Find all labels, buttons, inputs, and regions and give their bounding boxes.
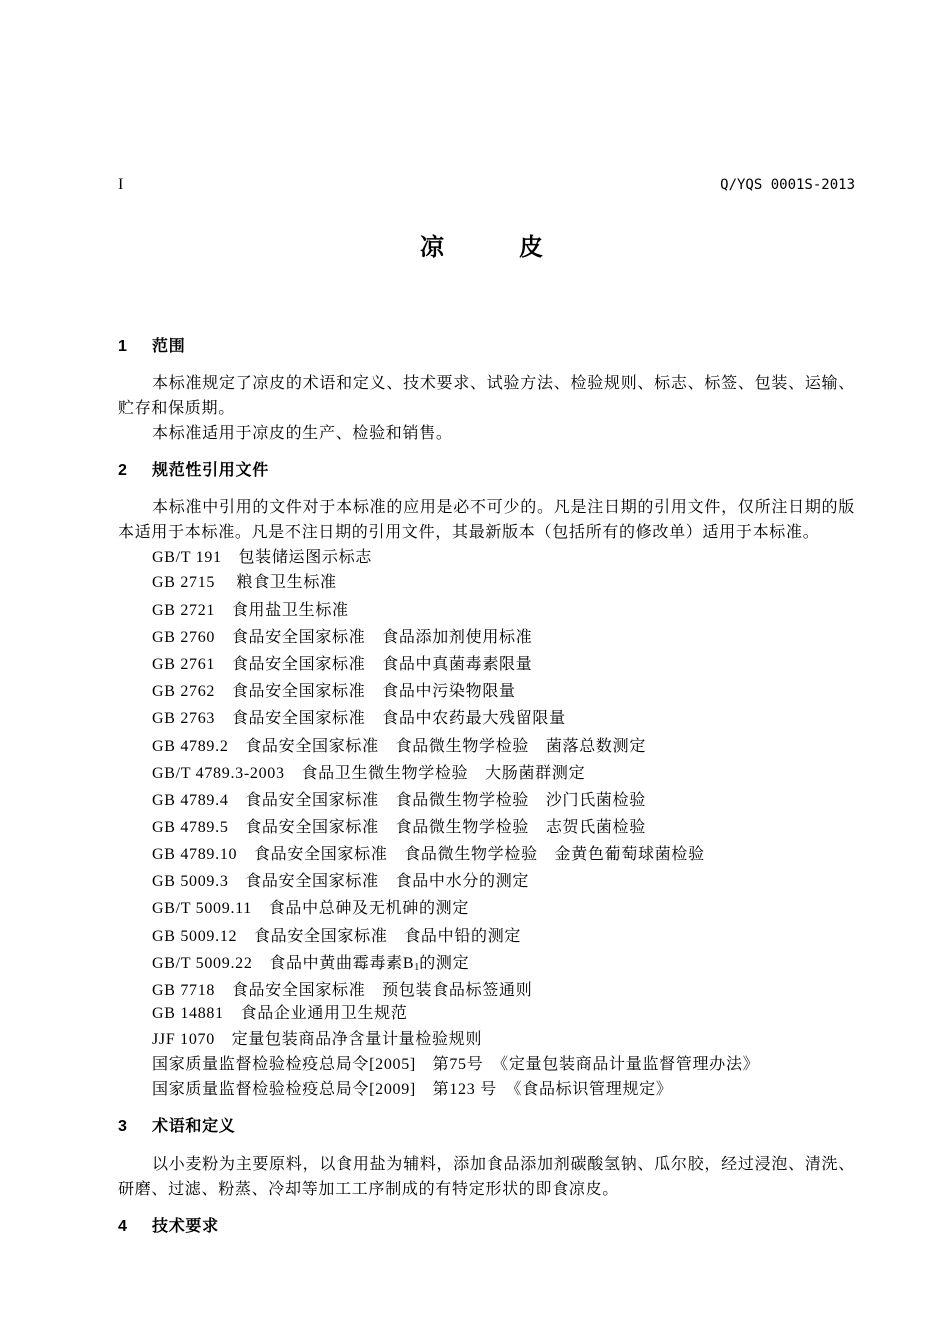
section-2-heading: 规范性引用文件 <box>152 462 269 479</box>
references-paragraph-line: 本标准中引用的文件对于本标准的应用是必不可少的。凡是注日期的引用文件，仅所注日期的版 <box>152 499 855 516</box>
scope-paragraph-line: 贮存和保质期。 <box>118 400 235 417</box>
reference-item: GB 2721 食用盐卫生标准 <box>152 602 349 619</box>
reference-item: GB 4789.5 食品安全国家标准 食品微生物学检验 志贺氏菌检验 <box>152 819 647 836</box>
document-title: 凉 皮 <box>420 234 552 261</box>
reference-text: 的测定 <box>419 955 470 972</box>
reference-item: GB 14881 食品企业通用卫生规范 <box>152 1005 408 1022</box>
standard-code: Q/YQS 0001S-2013 <box>720 177 855 193</box>
scope-paragraph-line: 本标准规定了凉皮的术语和定义、技术要求、试验方法、检验规则、标志、标签、包装、运输、 <box>152 375 855 392</box>
reference-item: GB 2715 粮食卫生标准 <box>152 574 337 591</box>
section-1-number: 1 <box>118 338 127 355</box>
reference-item: GB 4789.2 食品安全国家标准 食品微生物学检验 菌落总数测定 <box>152 738 647 755</box>
definition-paragraph-line: 以小麦粉为主要原料，以食用盐为辅料，添加食品添加剂碳酸氢钠、瓜尔胶，经过浸泡、清洗、 <box>152 1156 855 1173</box>
reference-item: GB 2762 食品安全国家标准 食品中污染物限量 <box>152 683 516 700</box>
reference-item: GB 2761 食品安全国家标准 食品中真菌毒素限量 <box>152 656 533 673</box>
reference-text: GB/T 5009.22 食品中黄曲霉毒素B <box>152 955 415 972</box>
reference-item: GB 4789.10 食品安全国家标准 食品微生物学检验 金黄色葡萄球菌检验 <box>152 846 705 863</box>
reference-item: GB/T 191 包装储运图示标志 <box>152 549 373 566</box>
section-3-number: 3 <box>118 1118 127 1135</box>
reference-item: 国家质量监督检验检疫总局令[2009] 第123 号 《食品标识管理规定》 <box>152 1081 673 1098</box>
section-3-heading: 术语和定义 <box>152 1118 236 1135</box>
reference-item: GB 7718 食品安全国家标准 预包装食品标签通则 <box>152 982 533 999</box>
section-2-number: 2 <box>118 462 127 479</box>
scope-paragraph-line: 本标准适用于凉皮的生产、检验和销售。 <box>152 425 453 442</box>
reference-item: GB 5009.12 食品安全国家标准 食品中铅的测定 <box>152 928 522 945</box>
reference-item: GB/T 4789.3-2003 食品卫生微生物学检验 大肠菌群测定 <box>152 765 586 782</box>
reference-item: GB 2763 食品安全国家标准 食品中农药最大残留限量 <box>152 710 566 727</box>
section-4-heading: 技术要求 <box>152 1218 219 1235</box>
reference-item: GB 2760 食品安全国家标准 食品添加剂使用标准 <box>152 629 533 646</box>
section-1-heading: 范围 <box>152 338 186 355</box>
reference-item: GB/T 5009.11 食品中总砷及无机砷的测定 <box>152 900 470 917</box>
definition-paragraph-line: 研磨、过滤、粉蒸、冷却等加工工序制成的有特定形状的即食凉皮。 <box>118 1181 620 1198</box>
reference-item: JJF 1070 定量包装商品净含量计量检验规则 <box>152 1031 483 1048</box>
reference-item: GB 4789.4 食品安全国家标准 食品微生物学检验 沙门氏菌检验 <box>152 792 647 809</box>
references-paragraph-line: 本适用于本标准。凡是不注日期的引用文件，其最新版本（包括所有的修改单）适用于本标准。 <box>118 524 820 541</box>
reference-item <box>152 954 469 974</box>
section-4-number: 4 <box>118 1218 127 1235</box>
page-number: I <box>118 176 124 193</box>
reference-item: 国家质量监督检验检疫总局令[2005] 第75号 《定量包装商品计量监督管理办法》 <box>152 1056 760 1073</box>
reference-item: GB 5009.3 食品安全国家标准 食品中水分的测定 <box>152 873 530 890</box>
reference-subscript: 1 <box>414 962 420 973</box>
